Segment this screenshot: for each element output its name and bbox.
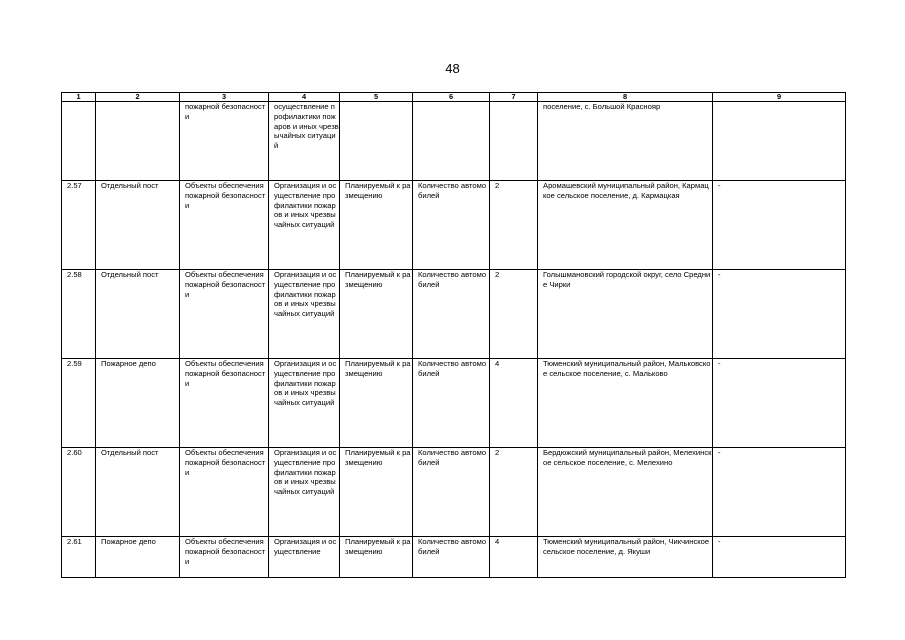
cell-num: 2.57 — [62, 181, 96, 270]
cell-num — [62, 102, 96, 181]
cell-status: Планируемый к размещению — [340, 181, 413, 270]
cell-zone: - — [713, 537, 846, 578]
column-header-1: 1 — [62, 93, 96, 102]
cell-characteristic — [413, 102, 490, 181]
cell-name: Пожарное депо — [96, 359, 180, 448]
cell-function: Организация и осуществление профилактики пожаров и иных чрезвычайных ситуаций — [269, 448, 340, 537]
cell-value: 2 — [490, 270, 538, 359]
column-header-3: 3 — [180, 93, 269, 102]
cell-purpose: Объекты обеспечения пожарной безопасности — [180, 270, 269, 359]
column-header-2: 2 — [96, 93, 180, 102]
cell-zone: - — [713, 181, 846, 270]
cell-zone: - — [713, 270, 846, 359]
table-row — [62, 102, 846, 181]
cell-characteristic: Количество автомобилей — [413, 270, 490, 359]
cell-value: 2 — [490, 448, 538, 537]
table-row — [62, 537, 846, 578]
cell-characteristic: Количество автомобилей — [413, 359, 490, 448]
cell-location: Бердюжский муниципальный район, Мелехинское сельское поселение, с. Мелехино — [538, 448, 713, 537]
cell-function: Организация и осуществление профилактики пожаров и иных чрезвычайных ситуаций — [269, 270, 340, 359]
page-number: 48 — [445, 61, 460, 76]
cell-function: Организация и осуществление профилактики пожаров и иных чрезвычайных ситуаций — [269, 359, 340, 448]
cell-characteristic: Количество автомобилей — [413, 537, 490, 578]
column-header-7: 7 — [490, 93, 538, 102]
cell-purpose: пожарной безопасности — [180, 102, 269, 181]
table-row — [62, 181, 846, 270]
cell-name: Пожарное депо — [96, 537, 180, 578]
cell-num: 2.58 — [62, 270, 96, 359]
cell-location: Голышмановский городской округ, село Средние Чирки — [538, 270, 713, 359]
cell-status: Планируемый к размещению — [340, 537, 413, 578]
cell-status — [340, 102, 413, 181]
cell-name — [96, 102, 180, 181]
cell-name: Отдельный пост — [96, 270, 180, 359]
objects-table — [61, 92, 846, 578]
column-header-6: 6 — [413, 93, 490, 102]
cell-purpose: Объекты обеспечения пожарной безопасности — [180, 181, 269, 270]
cell-purpose: Объекты обеспечения пожарной безопасности — [180, 359, 269, 448]
table-row — [62, 270, 846, 359]
column-header-5: 5 — [340, 93, 413, 102]
cell-zone: - — [713, 359, 846, 448]
column-header-8: 8 — [538, 93, 713, 102]
cell-location: Тюменский муниципальный район, Чикчинское сельское поселение, д. Якуши — [538, 537, 713, 578]
cell-value: 4 — [490, 359, 538, 448]
table-row — [62, 359, 846, 448]
cell-name: Отдельный пост — [96, 448, 180, 537]
cell-status: Планируемый к размещению — [340, 270, 413, 359]
cell-num: 2.59 — [62, 359, 96, 448]
table-row — [62, 448, 846, 537]
cell-purpose: Объекты обеспечения пожарной безопасности — [180, 448, 269, 537]
cell-name: Отдельный пост — [96, 181, 180, 270]
cell-characteristic: Количество автомобилей — [413, 448, 490, 537]
cell-zone: - — [713, 448, 846, 537]
cell-status: Планируемый к размещению — [340, 448, 413, 537]
cell-num: 2.61 — [62, 537, 96, 578]
cell-location: Аромашевский муниципальный район, Кармацкое сельское поселение, д. Кармацкая — [538, 181, 713, 270]
cell-value — [490, 102, 538, 181]
cell-function: Организация и осуществление профилактики пожаров и иных чрезвычайных ситуаций — [269, 181, 340, 270]
column-header-4: 4 — [269, 93, 340, 102]
cell-characteristic: Количество автомобилей — [413, 181, 490, 270]
cell-num: 2.60 — [62, 448, 96, 537]
cell-zone — [713, 102, 846, 181]
cell-value: 4 — [490, 537, 538, 578]
cell-value: 2 — [490, 181, 538, 270]
header-row — [62, 93, 846, 102]
cell-purpose: Объекты обеспечения пожарной безопасности — [180, 537, 269, 578]
cell-function: осуществление профилактики пожаров и иных чрезвычайных ситуаций — [269, 102, 340, 181]
cell-location: Тюменский муниципальный район, Мальковское сельское поселение, с. Мальково — [538, 359, 713, 448]
cell-location: поселение, с. Большой Краснояр — [538, 102, 713, 181]
cell-function: Организация и осуществление — [269, 537, 340, 578]
cell-status: Планируемый к размещению — [340, 359, 413, 448]
column-header-9: 9 — [713, 93, 846, 102]
